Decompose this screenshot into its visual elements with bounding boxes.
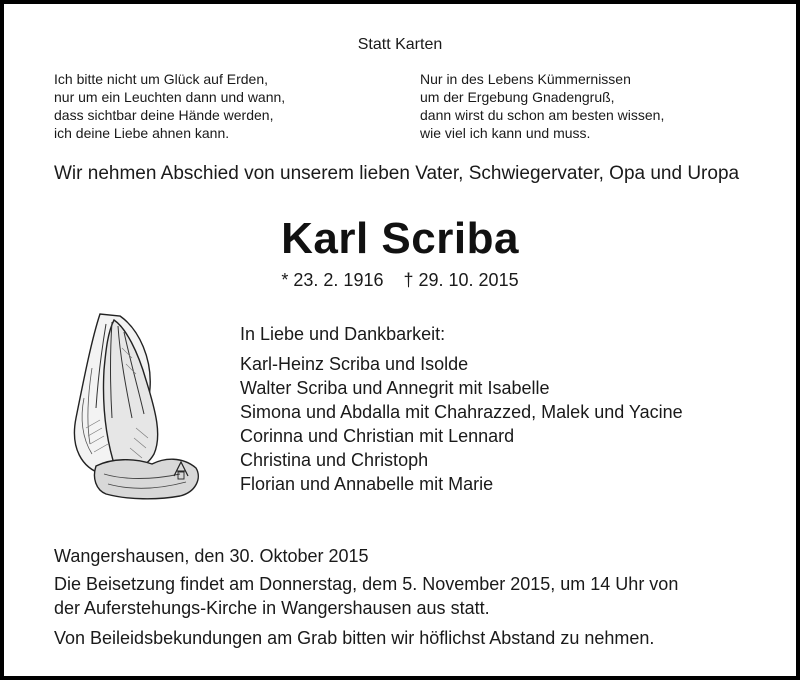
burial-info-line1: Die Beisetzung findet am Donnerstag, dem 5. November 2015, um 14 Uhr von — [54, 574, 679, 594]
header-statt-karten: Statt Karten — [357, 36, 443, 53]
mourners-list — [240, 352, 683, 496]
poem-line: um der Ergebung Gnadengruß, — [420, 89, 615, 105]
list-item: Karl-Heinz Scriba und Isolde — [240, 354, 469, 374]
burial-info-line2: der Auferstehungs-Kirche in Wangershausen aus statt. — [54, 598, 490, 618]
list-item: Corinna und Christian mit Lennard — [240, 426, 515, 446]
poem-line: nur um ein Leuchten dann und wann, — [54, 89, 286, 105]
poem-line: dass sichtbar deine Hände werden, — [54, 107, 274, 123]
farewell-intro: Wir nehmen Abschied von unserem lieben Vater, Schwiegervater, Opa und Uropa — [54, 163, 740, 184]
poem-line: dann wirst du schon am besten wissen, — [420, 107, 665, 123]
poem-line: wie viel ich kann und muss. — [420, 125, 591, 141]
poem-left-stanza — [54, 70, 285, 142]
deceased-name: Karl Scriba — [281, 214, 519, 263]
birth-date: * 23. 2. 1916 — [281, 270, 384, 290]
gratitude-line: In Liebe und Dankbarkeit: — [240, 324, 446, 344]
list-item: Simona und Abdalla mit Chahrazzed, Malek und Yacine — [240, 402, 683, 422]
list-item: Florian und Annabelle mit Marie — [240, 474, 494, 494]
list-item: Walter Scriba und Annegrit mit Isabelle — [240, 378, 550, 398]
poem-line: Ich bitte nicht um Glück auf Erden, — [54, 71, 268, 87]
list-item: Christina und Christoph — [240, 450, 429, 470]
poem-right-stanza — [420, 70, 664, 142]
life-dates — [4, 270, 796, 291]
praying-hands-icon — [56, 308, 208, 504]
poem-line: ich deine Liebe ahnen kann. — [54, 125, 230, 141]
condolence-request: Von Beileidsbekundungen am Grab bitten wir höflichst Abstand zu nehmen. — [54, 628, 655, 648]
poem-line: Nur in des Lebens Kümmernissen — [420, 71, 631, 87]
death-date: † 29. 10. 2015 — [403, 270, 519, 290]
place-and-date: Wangershausen, den 30. Oktober 2015 — [54, 546, 369, 566]
